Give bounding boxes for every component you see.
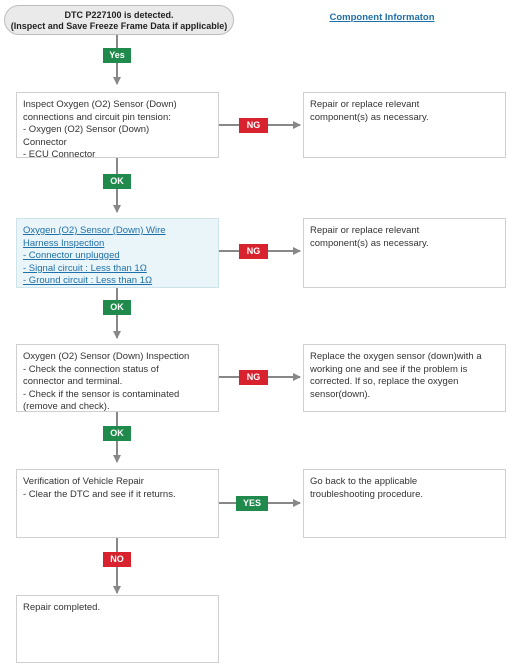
action-go-back: Go back to the applicable troubleshooting procedure. (303, 469, 506, 538)
action-repair-replace: Repair or replace relevant component(s) as necessary. (303, 218, 506, 288)
component-information-link[interactable]: Component Informaton (329, 12, 435, 23)
badge-no: NO (103, 552, 131, 567)
signal-circuit-link[interactable]: - Signal circuit : Less than 1Ω (23, 262, 147, 274)
step-sensor-inspection: Oxygen (O2) Sensor (Down) Inspection - Check the connection status of connector and terminal. - Check if the sensor is contaminated (remove and check). (16, 344, 219, 412)
step-repair-completed: Repair completed. (16, 595, 219, 663)
connector-unplugged-link[interactable]: - Connector unplugged (23, 250, 120, 261)
harness-link[interactable]: Harness Inspection (23, 237, 105, 249)
badge-ng: NG (239, 244, 268, 259)
step-verification: Verification of Vehicle Repair - Clear the DTC and see if it returns. (16, 469, 219, 538)
start-node (4, 5, 234, 35)
badge-yes: YES (236, 496, 268, 511)
harness-link[interactable]: Oxygen (O2) Sensor (Down) Wire (23, 225, 166, 236)
step-wire-harness-inspection (16, 218, 219, 288)
badge-ok: OK (103, 426, 131, 441)
badge-ok: OK (103, 174, 131, 189)
badge-ng: NG (239, 370, 268, 385)
badge-ok: OK (103, 300, 131, 315)
start-subtitle: (Inspect and Save Freeze Frame Data if applicable) (10, 21, 228, 31)
badge-yes: Yes (103, 48, 131, 63)
start-title: DTC P227100 is detected. (64, 10, 174, 20)
ground-circuit-link[interactable]: - Ground circuit : Less than 1Ω (23, 275, 153, 286)
step-inspect-connections: Inspect Oxygen (O2) Sensor (Down) connections and circuit pin tension: - Oxygen (O2) Sensor (Down) Connector - ECU Connector (16, 92, 219, 158)
action-replace-sensor: Replace the oxygen sensor (down)with a working one and see if the problem is corrected. If so, replace the oxygen sensor(down). (303, 344, 506, 412)
badge-ng: NG (239, 118, 268, 133)
action-repair-replace: Repair or replace relevant component(s) as necessary. (303, 92, 506, 158)
